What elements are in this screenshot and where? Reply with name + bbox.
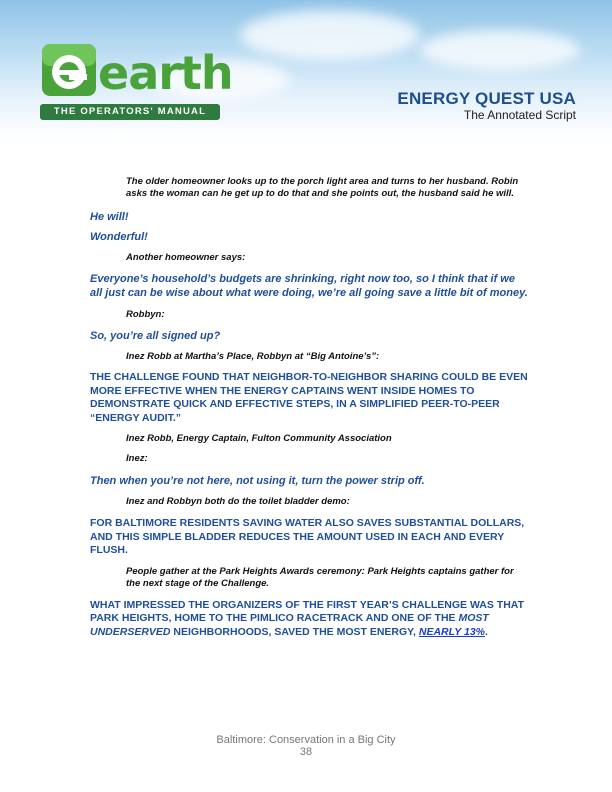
document-subtitle: The Annotated Script bbox=[463, 108, 576, 122]
stage-direction: People gather at the Park Heights Awards ceremony: Park Heights captains gather for the next stage of the Challenge. bbox=[126, 565, 514, 589]
cloud-decoration bbox=[420, 30, 580, 70]
stage-direction: Inez: bbox=[126, 453, 148, 464]
narration-text: WHAT IMPRESSED THE ORGANIZERS OF THE FIRST YEAR’S CHALLENGE WAS THAT PARK HEIGHTS, HOME TO THE PIMLICO RACETRACK AND ONE OF THE bbox=[90, 598, 525, 624]
stage-direction: Another homeowner says: bbox=[126, 252, 246, 263]
narration-emphasis: MOST UNDERSERVED bbox=[90, 612, 489, 638]
script-body bbox=[90, 176, 530, 639]
footer-chapter-title: Baltimore: Conservation in a Big City bbox=[216, 734, 396, 746]
cloud-decoration bbox=[240, 10, 420, 60]
stage-direction: Inez Robb at Martha’s Place, Robbyn at “Big Antoine’s”: bbox=[126, 351, 380, 362]
narration-block: THE CHALLENGE FOUND THAT NEIGHBOR-TO-NEIGHBOR SHARING COULD BE EVEN MORE EFFECTIVE WHEN THE ENERGY CAPTAINS WENT INSIDE HOMES TO DEMONSTRATE QUICK AND EFFECTIVE STEPS, IN A SIMPLIFIED PEER-TO-PEER “ENERGY AUDIT.” bbox=[90, 371, 528, 424]
document-title: ENERGY QUEST USA bbox=[397, 89, 576, 108]
dialogue-line: Everyone’s household’s budgets are shrinking, right now too, so I think that if we all just can be wise about what were doing, we’re all going save a little bit of money. bbox=[90, 273, 528, 299]
footer-page-number: 38 bbox=[299, 746, 313, 758]
nearly-13-percent-link[interactable]: NEARLY 13% bbox=[418, 625, 485, 638]
earth-e-icon bbox=[40, 40, 98, 98]
narration-block: FOR BALTIMORE RESIDENTS SAVING WATER ALSO SAVES SUBSTANTIAL DOLLARS, AND THIS SIMPLE BLADDER REDUCES THE AMOUNT USED IN EACH AND EVERY FLUSH. bbox=[90, 517, 525, 556]
dialogue-line: Then when you’re not here, not using it, turn the power strip off. bbox=[90, 475, 425, 487]
final-narration-block bbox=[90, 599, 530, 640]
stage-direction: Robbyn: bbox=[126, 309, 165, 320]
narration-text: NEIGHBORHOODS, SAVED THE MOST ENERGY, bbox=[170, 625, 419, 638]
stage-direction: The older homeowner looks up to the porch light area and turns to her husband. Robin asks the woman can he get up to do that and she points out, the husband said he will. bbox=[126, 176, 519, 199]
logo-wordmark: earth bbox=[98, 46, 233, 100]
dialogue-line: So, you’re all signed up? bbox=[90, 330, 221, 342]
narration-text: . bbox=[485, 625, 488, 638]
stage-direction: Inez Robb, Energy Captain, Fulton Community Association bbox=[126, 433, 392, 444]
logo-tagline: THE OPERATORS' MANUAL bbox=[40, 104, 220, 120]
earth-logo bbox=[40, 36, 233, 122]
dialogue-line: Wonderful! bbox=[90, 231, 148, 243]
stage-direction: Inez and Robbyn both do the toilet bladder demo: bbox=[126, 496, 350, 507]
dialogue-line: He will! bbox=[90, 211, 129, 223]
